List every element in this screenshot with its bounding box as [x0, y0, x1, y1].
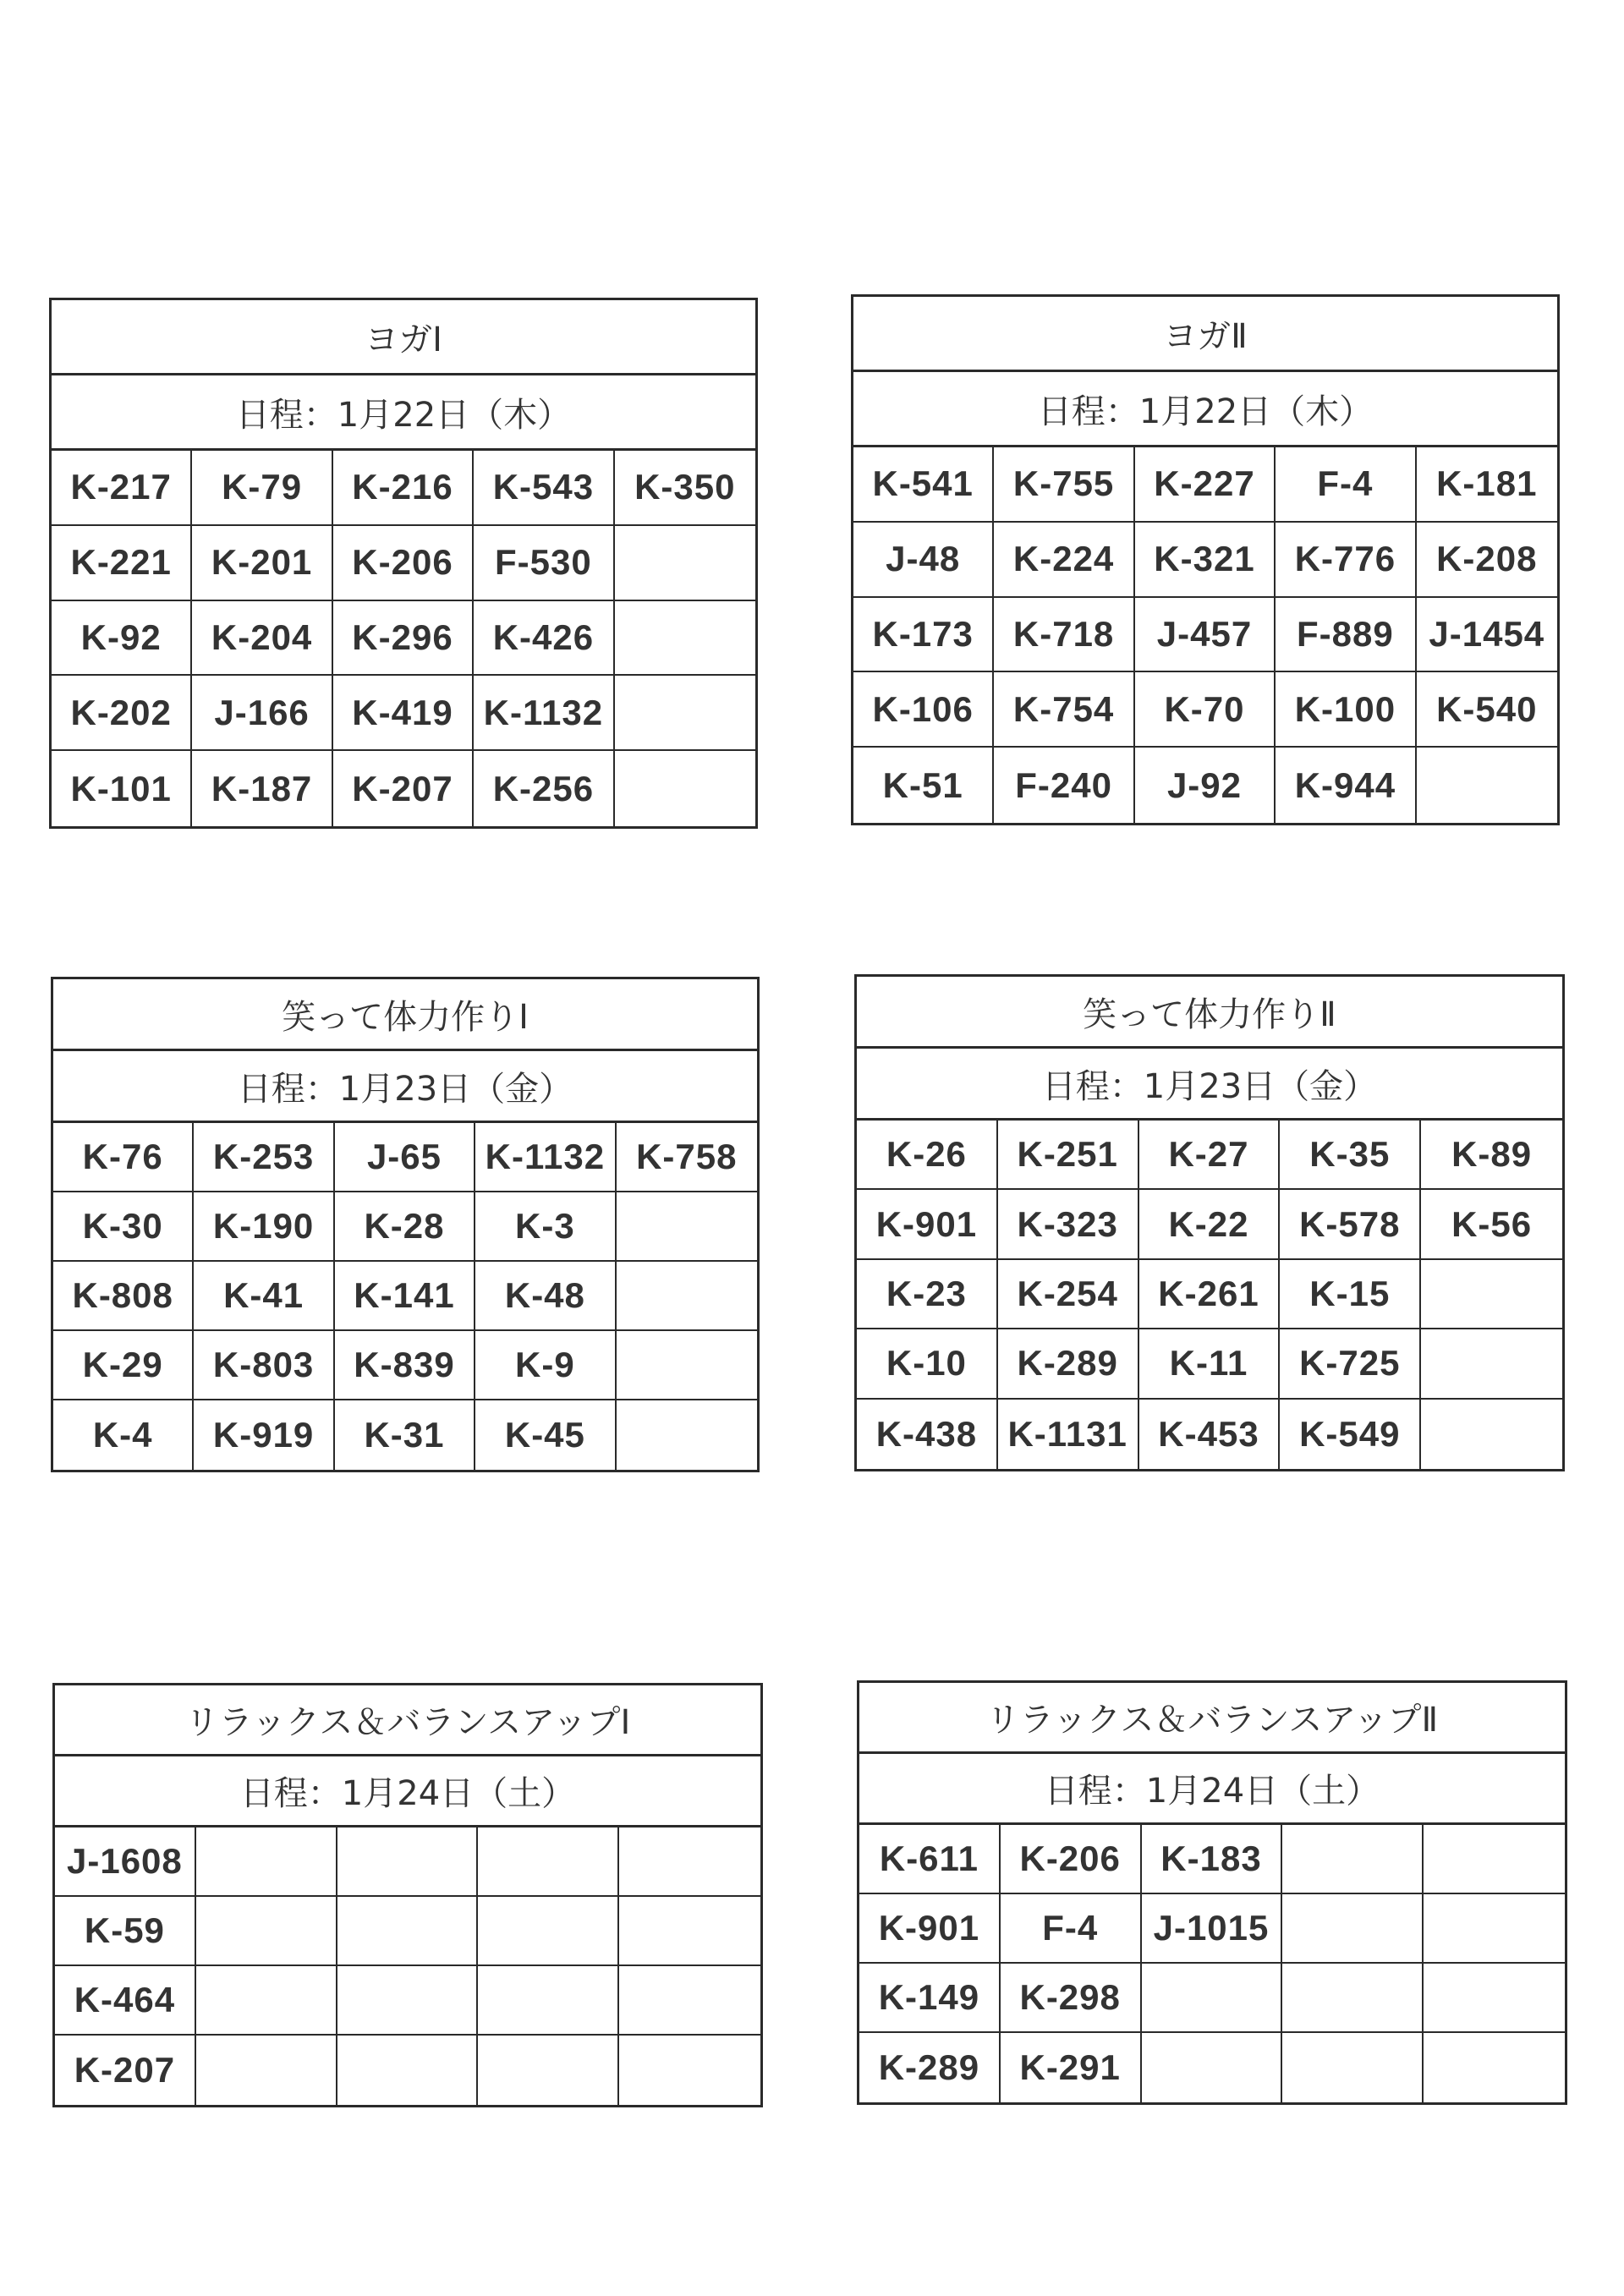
participant-id-cell: J-166 [192, 676, 332, 751]
participant-id-cell: F-240 [994, 748, 1134, 823]
participant-id-cell: K-289 [998, 1329, 1139, 1399]
table-title: リラックス＆バランスアップⅠ [55, 1685, 760, 1756]
table-title: 笑って体力作りⅡ [857, 977, 1562, 1049]
table-title: ヨガⅡ [853, 297, 1557, 372]
empty-cell [1424, 1894, 1565, 1964]
participant-grid [857, 1121, 1562, 1469]
empty-cell [478, 2036, 619, 2105]
participant-id-cell: K-611 [859, 1825, 1001, 1894]
participant-id-cell: K-289 [859, 2033, 1001, 2102]
empty-cell [196, 1827, 337, 1897]
participant-id-cell: K-253 [194, 1123, 334, 1192]
participant-id-cell: J-1608 [55, 1827, 196, 1897]
participant-id-cell: K-181 [1417, 447, 1557, 523]
empty-cell [617, 1331, 757, 1400]
table-date: 日程：1月24日（土） [859, 1754, 1565, 1825]
empty-cell [1282, 2033, 1424, 2102]
participant-id-cell: K-464 [55, 1966, 196, 2036]
empty-cell [617, 1400, 757, 1470]
participant-id-cell: K-540 [1417, 672, 1557, 748]
participant-id-cell: K-1132 [475, 1123, 616, 1192]
empty-cell [615, 751, 755, 826]
empty-cell [337, 1827, 479, 1897]
empty-cell [337, 1897, 479, 1966]
empty-cell [617, 1262, 757, 1331]
participant-id-cell: K-839 [335, 1331, 475, 1400]
table-date: 日程：1月24日（土） [55, 1756, 760, 1827]
participant-id-cell: K-754 [994, 672, 1134, 748]
participant-id-cell: K-208 [1417, 523, 1557, 598]
participant-id-cell: K-901 [857, 1190, 998, 1259]
table-date: 日程：1月23日（金） [53, 1051, 757, 1123]
empty-cell [1142, 2033, 1283, 2102]
participant-id-cell: K-438 [857, 1400, 998, 1469]
participant-id-cell: K-202 [52, 676, 192, 751]
participant-id-cell: K-261 [1139, 1260, 1281, 1329]
schedule-table-laugh-fitness-2 [854, 974, 1565, 1471]
participant-id-cell: J-48 [853, 523, 994, 598]
empty-cell [1424, 1964, 1565, 2033]
participant-id-cell: K-9 [475, 1331, 616, 1400]
empty-cell [615, 601, 755, 677]
empty-cell [1421, 1329, 1562, 1399]
participant-id-cell: K-808 [53, 1262, 194, 1331]
participant-id-cell: K-92 [52, 601, 192, 677]
participant-id-cell: K-718 [994, 598, 1134, 673]
schedule-table-yoga-1 [49, 298, 758, 829]
participant-id-cell: K-51 [853, 748, 994, 823]
empty-cell [1282, 1894, 1424, 1964]
participant-id-cell: J-92 [1135, 748, 1276, 823]
participant-id-cell: K-22 [1139, 1190, 1281, 1259]
empty-cell [617, 1192, 757, 1262]
empty-cell [1417, 748, 1557, 823]
table-date: 日程：1月22日（木） [853, 372, 1557, 447]
participant-id-cell: K-4 [53, 1400, 194, 1470]
empty-cell [196, 1966, 337, 2036]
participant-id-cell: K-207 [55, 2036, 196, 2105]
participant-id-cell: J-457 [1135, 598, 1276, 673]
participant-id-cell: K-919 [194, 1400, 334, 1470]
participant-id-cell: K-10 [857, 1329, 998, 1399]
participant-id-cell: K-803 [194, 1331, 334, 1400]
participant-id-cell: K-1131 [998, 1400, 1139, 1469]
participant-id-cell: K-217 [52, 451, 192, 526]
participant-id-cell: K-251 [998, 1121, 1139, 1190]
participant-id-cell: K-59 [55, 1897, 196, 1966]
empty-cell [619, 1897, 760, 1966]
participant-id-cell: K-227 [1135, 447, 1276, 523]
empty-cell [1282, 1825, 1424, 1894]
participant-id-cell: F-4 [1001, 1894, 1142, 1964]
empty-cell [1421, 1260, 1562, 1329]
empty-cell [1424, 2033, 1565, 2102]
schedule-table-yoga-2 [851, 294, 1560, 825]
participant-id-cell: K-35 [1280, 1121, 1421, 1190]
participant-id-cell: K-29 [53, 1331, 194, 1400]
participant-id-cell: K-187 [192, 751, 332, 826]
participant-id-cell: F-4 [1276, 447, 1416, 523]
participant-id-cell: K-776 [1276, 523, 1416, 598]
participant-id-cell: F-530 [474, 526, 614, 601]
table-title: ヨガⅠ [52, 300, 755, 375]
empty-cell [337, 2036, 479, 2105]
table-date: 日程：1月23日（金） [857, 1049, 1562, 1121]
participant-id-cell: K-725 [1280, 1329, 1421, 1399]
participant-id-cell: K-206 [1001, 1825, 1142, 1894]
participant-id-cell: K-321 [1135, 523, 1276, 598]
participant-id-cell: K-56 [1421, 1190, 1562, 1259]
schedule-table-relax-balance-2 [857, 1680, 1567, 2105]
participant-id-cell: K-28 [335, 1192, 475, 1262]
participant-id-cell: K-221 [52, 526, 192, 601]
participant-id-cell: K-41 [194, 1262, 334, 1331]
participant-id-cell: K-758 [617, 1123, 757, 1192]
participant-id-cell: K-48 [475, 1262, 616, 1331]
participant-id-cell: K-141 [335, 1262, 475, 1331]
participant-id-cell: K-89 [1421, 1121, 1562, 1190]
table-title: リラックス＆バランスアップⅡ [859, 1683, 1565, 1754]
participant-id-cell: K-224 [994, 523, 1134, 598]
participant-id-cell: K-206 [333, 526, 474, 601]
empty-cell [478, 1827, 619, 1897]
participant-id-cell: K-549 [1280, 1400, 1421, 1469]
participant-id-cell: K-298 [1001, 1964, 1142, 2033]
participant-id-cell: K-204 [192, 601, 332, 677]
participant-id-cell: K-190 [194, 1192, 334, 1262]
participant-id-cell: K-106 [853, 672, 994, 748]
participant-grid [853, 447, 1557, 823]
empty-cell [1142, 1964, 1283, 2033]
participant-id-cell: J-1015 [1142, 1894, 1283, 1964]
empty-cell [337, 1966, 479, 2036]
participant-id-cell: K-323 [998, 1190, 1139, 1259]
empty-cell [1421, 1400, 1562, 1469]
participant-id-cell: K-23 [857, 1260, 998, 1329]
participant-id-cell: K-173 [853, 598, 994, 673]
participant-id-cell: K-101 [52, 751, 192, 826]
empty-cell [1424, 1825, 1565, 1894]
participant-id-cell: J-1454 [1417, 598, 1557, 673]
participant-id-cell: K-419 [333, 676, 474, 751]
participant-id-cell: K-578 [1280, 1190, 1421, 1259]
participant-id-cell: K-1132 [474, 676, 614, 751]
participant-id-cell: K-31 [335, 1400, 475, 1470]
participant-id-cell: K-256 [474, 751, 614, 826]
participant-id-cell: K-755 [994, 447, 1134, 523]
schedule-table-laugh-fitness-1 [51, 977, 760, 1472]
participant-grid [52, 451, 755, 826]
participant-id-cell: K-543 [474, 451, 614, 526]
participant-id-cell: K-207 [333, 751, 474, 826]
empty-cell [478, 1897, 619, 1966]
participant-id-cell: K-254 [998, 1260, 1139, 1329]
empty-cell [619, 2036, 760, 2105]
empty-cell [1282, 1964, 1424, 2033]
participant-id-cell: K-15 [1280, 1260, 1421, 1329]
participant-id-cell: K-70 [1135, 672, 1276, 748]
participant-id-cell: K-201 [192, 526, 332, 601]
participant-id-cell: K-3 [475, 1192, 616, 1262]
participant-id-cell: K-27 [1139, 1121, 1281, 1190]
participant-id-cell: K-76 [53, 1123, 194, 1192]
participant-id-cell: K-11 [1139, 1329, 1281, 1399]
participant-id-cell: K-350 [615, 451, 755, 526]
participant-id-cell: K-291 [1001, 2033, 1142, 2102]
empty-cell [615, 676, 755, 751]
empty-cell [619, 1966, 760, 2036]
table-date: 日程：1月22日（木） [52, 375, 755, 451]
participant-grid [55, 1827, 760, 2105]
schedule-table-relax-balance-1 [52, 1683, 763, 2107]
participant-id-cell: K-296 [333, 601, 474, 677]
participant-id-cell: K-45 [475, 1400, 616, 1470]
participant-id-cell: F-889 [1276, 598, 1416, 673]
participant-id-cell: K-944 [1276, 748, 1416, 823]
participant-grid [53, 1123, 757, 1470]
empty-cell [619, 1827, 760, 1897]
participant-grid [859, 1825, 1565, 2102]
participant-id-cell: K-541 [853, 447, 994, 523]
participant-id-cell: K-26 [857, 1121, 998, 1190]
empty-cell [478, 1966, 619, 2036]
participant-id-cell: K-426 [474, 601, 614, 677]
participant-id-cell: K-30 [53, 1192, 194, 1262]
participant-id-cell: K-149 [859, 1964, 1001, 2033]
table-title: 笑って体力作りⅠ [53, 979, 757, 1051]
empty-cell [196, 1897, 337, 1966]
participant-id-cell: J-65 [335, 1123, 475, 1192]
participant-id-cell: K-216 [333, 451, 474, 526]
participant-id-cell: K-79 [192, 451, 332, 526]
empty-cell [196, 2036, 337, 2105]
participant-id-cell: K-453 [1139, 1400, 1281, 1469]
participant-id-cell: K-100 [1276, 672, 1416, 748]
empty-cell [615, 526, 755, 601]
participant-id-cell: K-183 [1142, 1825, 1283, 1894]
participant-id-cell: K-901 [859, 1894, 1001, 1964]
